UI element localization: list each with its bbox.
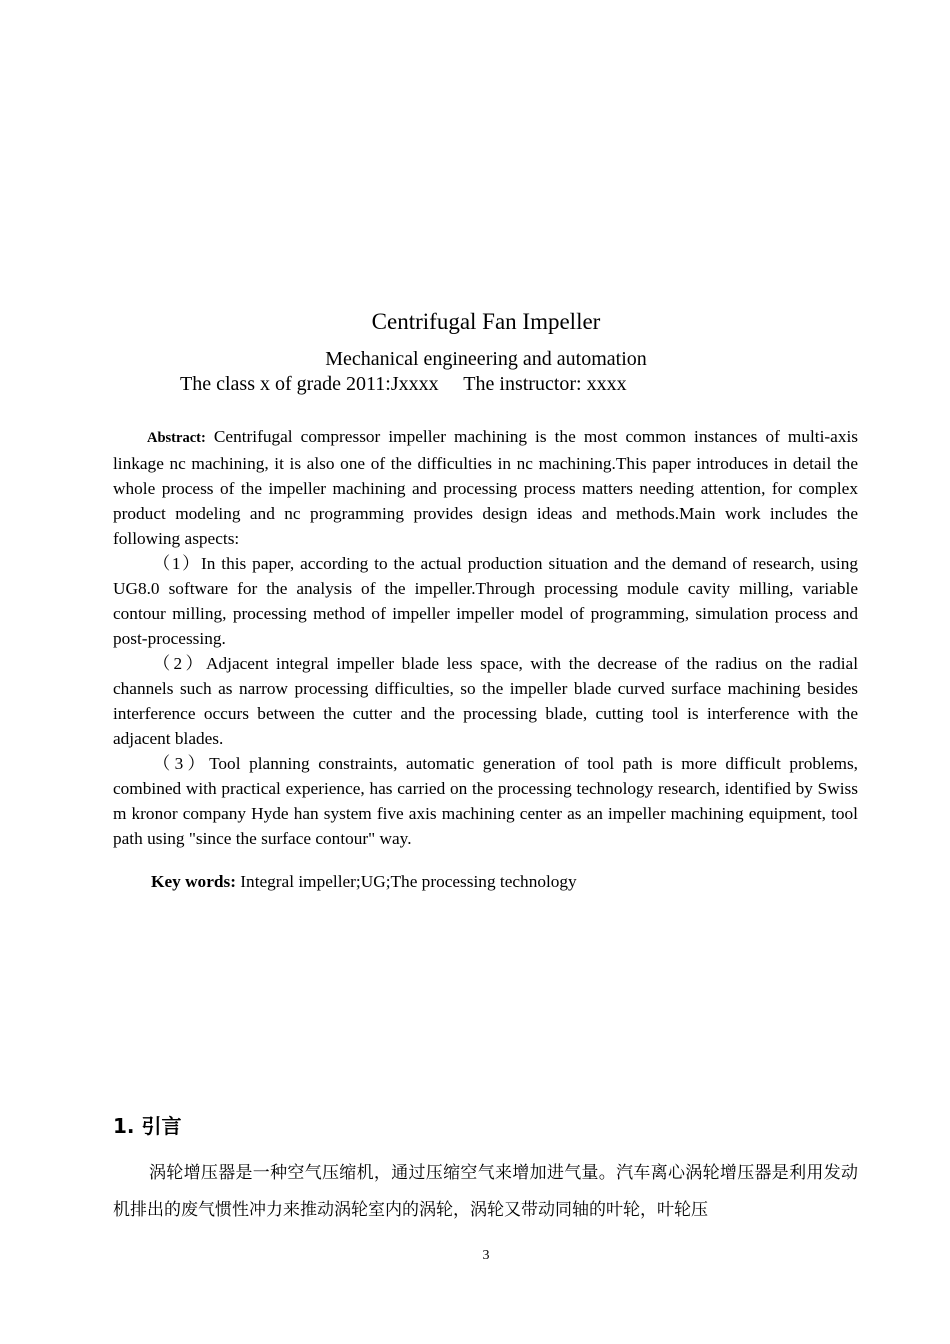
abstract-item-2: （2）Adjacent integral impeller blade less space, with the decrease of the radius on the radial channels such as narrow processing difficulties, so the impeller blade curved surface machining besides interference occurs between the cutter and the processing blade, cutting tool is interference with the adjacent blades. <box>113 654 858 748</box>
paper-subtitle: Mechanical engineering and automation <box>325 348 647 370</box>
keywords-text: Integral impeller;UG;The processing technology <box>240 872 577 891</box>
page-number: 3 <box>482 1248 490 1263</box>
abstract-text: Centrifugal compressor impeller machining is the most common instances of multi-axis linkage nc machining, it is also one of the difficulties in nc machining.This paper introduces in detail the whole process of the impeller machining and processing process matters needing attention, for complex product modeling and nc programming provides design ideas and methods.Main work includes the following aspects: <box>113 427 858 548</box>
abstract-label: Abstract: <box>147 430 206 446</box>
keywords-label: Key words: <box>151 872 236 891</box>
instructor-info: The instructor: xxxx <box>463 373 627 395</box>
paper-title: Centrifugal Fan Impeller <box>371 309 601 334</box>
class-info: The class x of grade 2011:Jxxxx <box>180 373 439 395</box>
abstract-item-1: （1）In this paper, according to the actual production situation and the demand of research, using UG8.0 software for the analysis of the impeller.Through processing module cavity milling, variable contour milling, processing method of impeller impeller model of programming, simulation process and post-processing. <box>113 554 858 648</box>
abstract-item-3: （3）Tool planning constraints, automatic generation of tool path is more difficult problems, combined with practical experience, has carried on the processing technology research, identified by Swiss m kronor company Hyde han system five axis machining center as an impeller machining equipment, tool path using "since the surface contour" way. <box>113 754 858 848</box>
section-heading: 1. 引言 <box>113 1114 182 1138</box>
section-paragraph: 涡轮增压器是一种空气压缩机，通过压缩空气来增加进气量。汽车离心涡轮增压器是利用发动机排出的废气惯性冲力来推动涡轮室内的涡轮，涡轮又带动同轴的叶轮，叶轮压 <box>113 1163 858 1220</box>
author-info-line <box>180 373 627 396</box>
abstract-paragraph <box>113 424 858 551</box>
abstract-block <box>113 424 858 851</box>
keywords-line <box>151 872 577 892</box>
